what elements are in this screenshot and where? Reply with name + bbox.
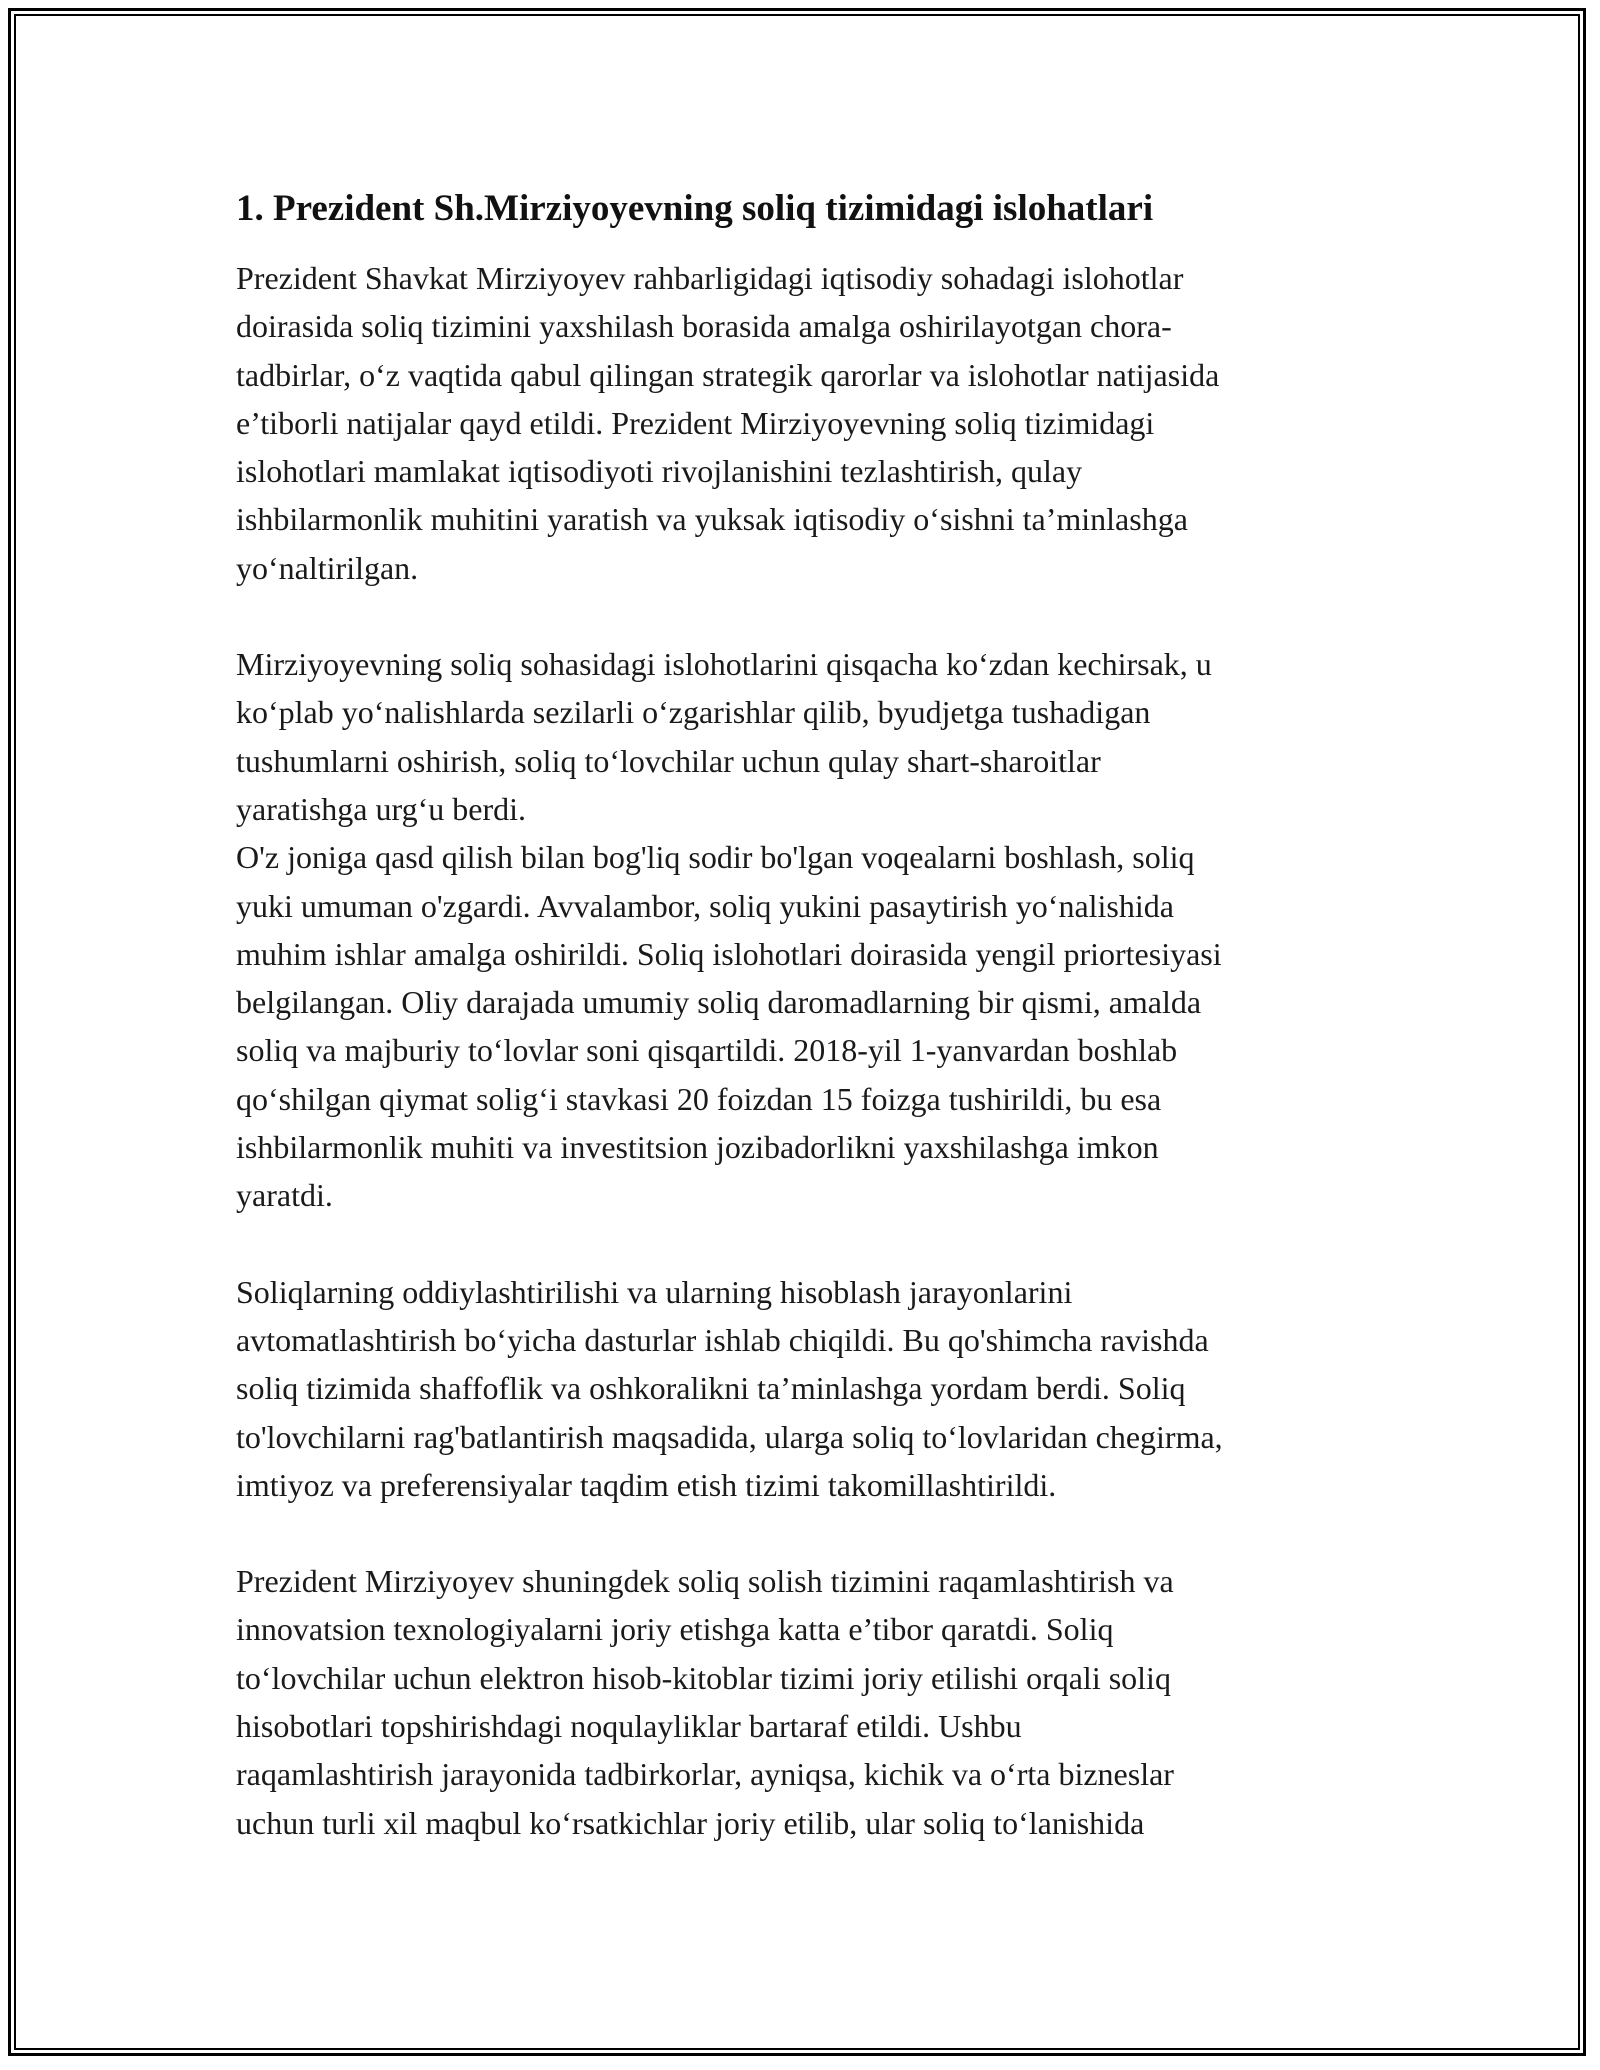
paragraph-1: Prezident Shavkat Mirziyoyev rahbarligidagi iqtisodiy sohadagi islohotlar doirasida soliq tizimini yaxshilash borasida amalga oshirilayotgan chora- tadbirlar, o‘z vaqtida qabul qilingan strategik qarorlar va islohotlar natijasida e’tiborli natijalar qayd etildi. Prezident Mirziyoyevning soliq tizimidagi islohotlari mamlakat iqtisodiyoti rivojlanishini tezlashtirish, qulay ishbilarmonlik muhitini yaratish va yuksak iqtisodiy o‘sishni ta’minlashga yo‘naltirilgan. [236,260,1220,586]
document-title: 1. Prezident Sh.Mirziyoyevning soliq tizimidagi islohatlari [236,188,1154,229]
paragraph-3: O'z joniga qasd qilish bilan bog'liq sodir bo'lgan voqealarni boshlash, soliq yuki umuman o'zgardi. Avvalambor, soliq yukini pasaytirish yo‘nalishida muhim ishlar amalga oshirildi. Soliq islohotlari doirasida yengil priortesiyasi belgilangan. Oliy darajada umumiy soliq daromadlarning bir qismi, amalda soliq va majburiy to‘lovlar soni qisqartildi. 2018-yil 1-yanvardan boshlab qo‘shilgan qiymat solig‘i stavkasi 20 foizdan 15 foizga tushirildi, bu esa ishbilarmonlik muhiti va investitsion jozibadorlikni yaxshilashga imkon yaratdi. [236,839,1222,1214]
paragraph-2: Mirziyoyevning soliq sohasidagi islohotlarini qisqacha ko‘zdan kechirsak, u ko‘plab yo‘nalishlarda sezilarli o‘zgarishlar qilib, byudjetga tushadigan tushumlarni oshirish, soliq to‘lovchilar uchun qulay shart-sharoitlar yaratishga urg‘u berdi. [236,646,1212,827]
paragraph-4: Soliqlarning oddiylashtirilishi va ularning hisoblash jarayonlarini avtomatlashtirish bo‘yicha dasturlar ishlab chiqildi. Bu qo'shimcha ravishda soliq tizimida shaffoflik va oshkoralikni ta’minlashga yordam berdi. Soliq to'lovchilarni rag'batlantirish maqsadida, ularga soliq to‘lovlaridan chegirma, imtiyoz va preferensiyalar taqdim etish tizimi takomillashtirildi. [236,1273,1223,1503]
paragraph-gap [236,1220,1376,1268]
paragraph-gap [236,1509,1376,1557]
paragraph-gap [236,592,1376,640]
document-body [236,186,1376,1847]
paragraph-5: Prezident Mirziyoyev shuningdek soliq solish tizimini raqamlashtirish va innovatsion texnologiyalarni joriy etishga katta e’tibor qaratdi. Soliq to‘lovchilar uchun elektron hisob-kitoblar tizimi joriy etilishi orqali soliq hisobotlari topshirishdagi noqulayliklar bartaraf etildi. Ushbu raqamlashtirish jarayonida tadbirkorlar, ayniqsa, kichik va o‘rta bizneslar uchun turli xil maqbul ko‘rsatkichlar joriy etilib, ular soliq to‘lanishida [236,1563,1174,1841]
